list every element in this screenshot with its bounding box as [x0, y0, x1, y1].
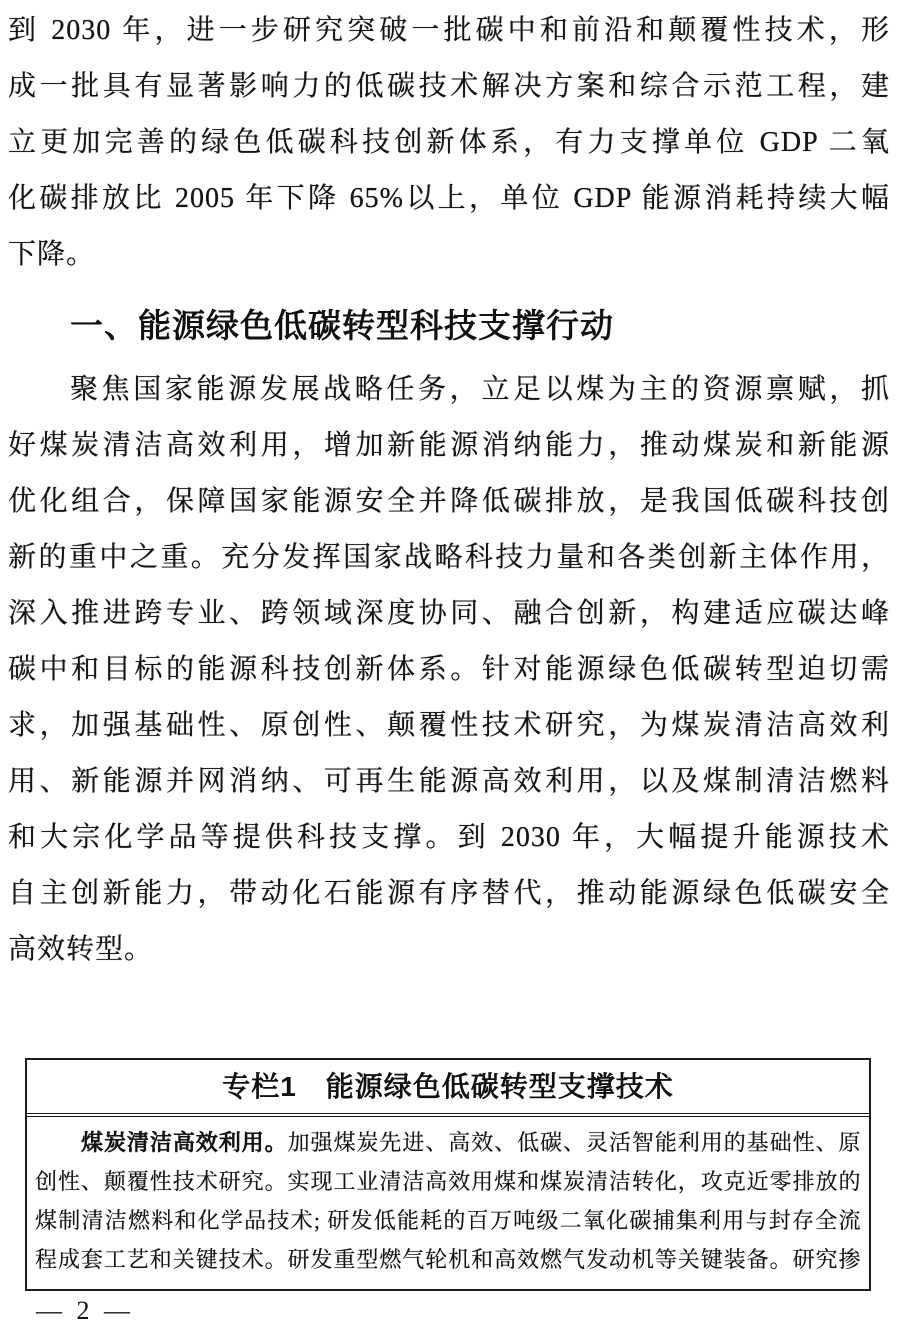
- text-line: [35, 1123, 861, 1162]
- text-line: 新的重中之重。充分发挥国家战略科技力量和各类创新主体作用，: [8, 542, 890, 573]
- column-box-body: [27, 1117, 869, 1289]
- text-line: 创性、颠覆性技术研究。实现工业清洁高效用煤和煤炭清洁转化，攻克近零排放的: [35, 1169, 861, 1194]
- text-line: 和大宗化学品等提供科技支撑。到 2030 年，大幅提升能源技术: [8, 822, 890, 853]
- text-line: 程成套工艺和关键技术。研发重型燃气轮机和高效燃气发动机等关键装备。研究掺: [35, 1247, 861, 1272]
- text-line: 成一批具有显著影响力的低碳技术解决方案和综合示范工程，建: [8, 71, 890, 102]
- text-line: 用、新能源并网消纳、可再生能源高效利用，以及煤制清洁燃料: [8, 766, 890, 797]
- text-line: 化碳排放比 2005 年下降 65%以上，单位 GDP 能源消耗持续大幅: [8, 183, 890, 214]
- text-line: 自主创新能力，带动化石能源有序替代，推动能源绿色低碳安全: [8, 878, 890, 909]
- text-line: 高效转型。: [8, 934, 154, 965]
- text-line: 深入推进跨专业、跨领域深度协同、融合创新，构建适应碳达峰: [8, 598, 890, 629]
- text-line: 到 2030 年，进一步研究突破一批碳中和前沿和颠覆性技术，形: [8, 15, 890, 46]
- paragraph-continuation: [8, 3, 890, 283]
- text-line: 求，加强基础性、原创性、颠覆性技术研究，为煤炭清洁高效利: [8, 710, 890, 741]
- text-line: 优化组合，保障国家能源安全并降低碳排放，是我国低碳科技创: [8, 486, 890, 517]
- column-box-title: 专栏1 能源绿色低碳转型支撑技术: [27, 1060, 869, 1117]
- box-line-text: 加强煤炭先进、高效、低碳、灵活智能利用的基础性、原: [287, 1130, 861, 1155]
- text-line: 煤制清洁燃料和化学品技术; 研发低能耗的百万吨级二氧化碳捕集利用与封存全流: [35, 1208, 861, 1233]
- box-lead-phrase: 煤炭清洁高效利用。: [81, 1130, 288, 1155]
- paragraph-body: [8, 362, 890, 978]
- page-number: — 2 —: [36, 1296, 134, 1325]
- section-heading: 一、能源绿色低碳转型科技支撑行动: [70, 307, 614, 344]
- text-line: 下降。: [8, 239, 96, 270]
- text-line: 好煤炭清洁高效利用，增加新能源消纳能力，推动煤炭和新能源: [8, 430, 890, 461]
- column-box: [25, 1058, 871, 1291]
- text-line: 碳中和目标的能源科技创新体系。针对能源绿色低碳转型迫切需: [8, 654, 890, 685]
- text-line: 聚焦国家能源发展战略任务，立足以煤为主的资源禀赋，抓: [70, 374, 890, 405]
- text-line: 立更加完善的绿色低碳科技创新体系，有力支撑单位 GDP 二氧: [8, 127, 890, 158]
- page-content: [8, 0, 890, 1291]
